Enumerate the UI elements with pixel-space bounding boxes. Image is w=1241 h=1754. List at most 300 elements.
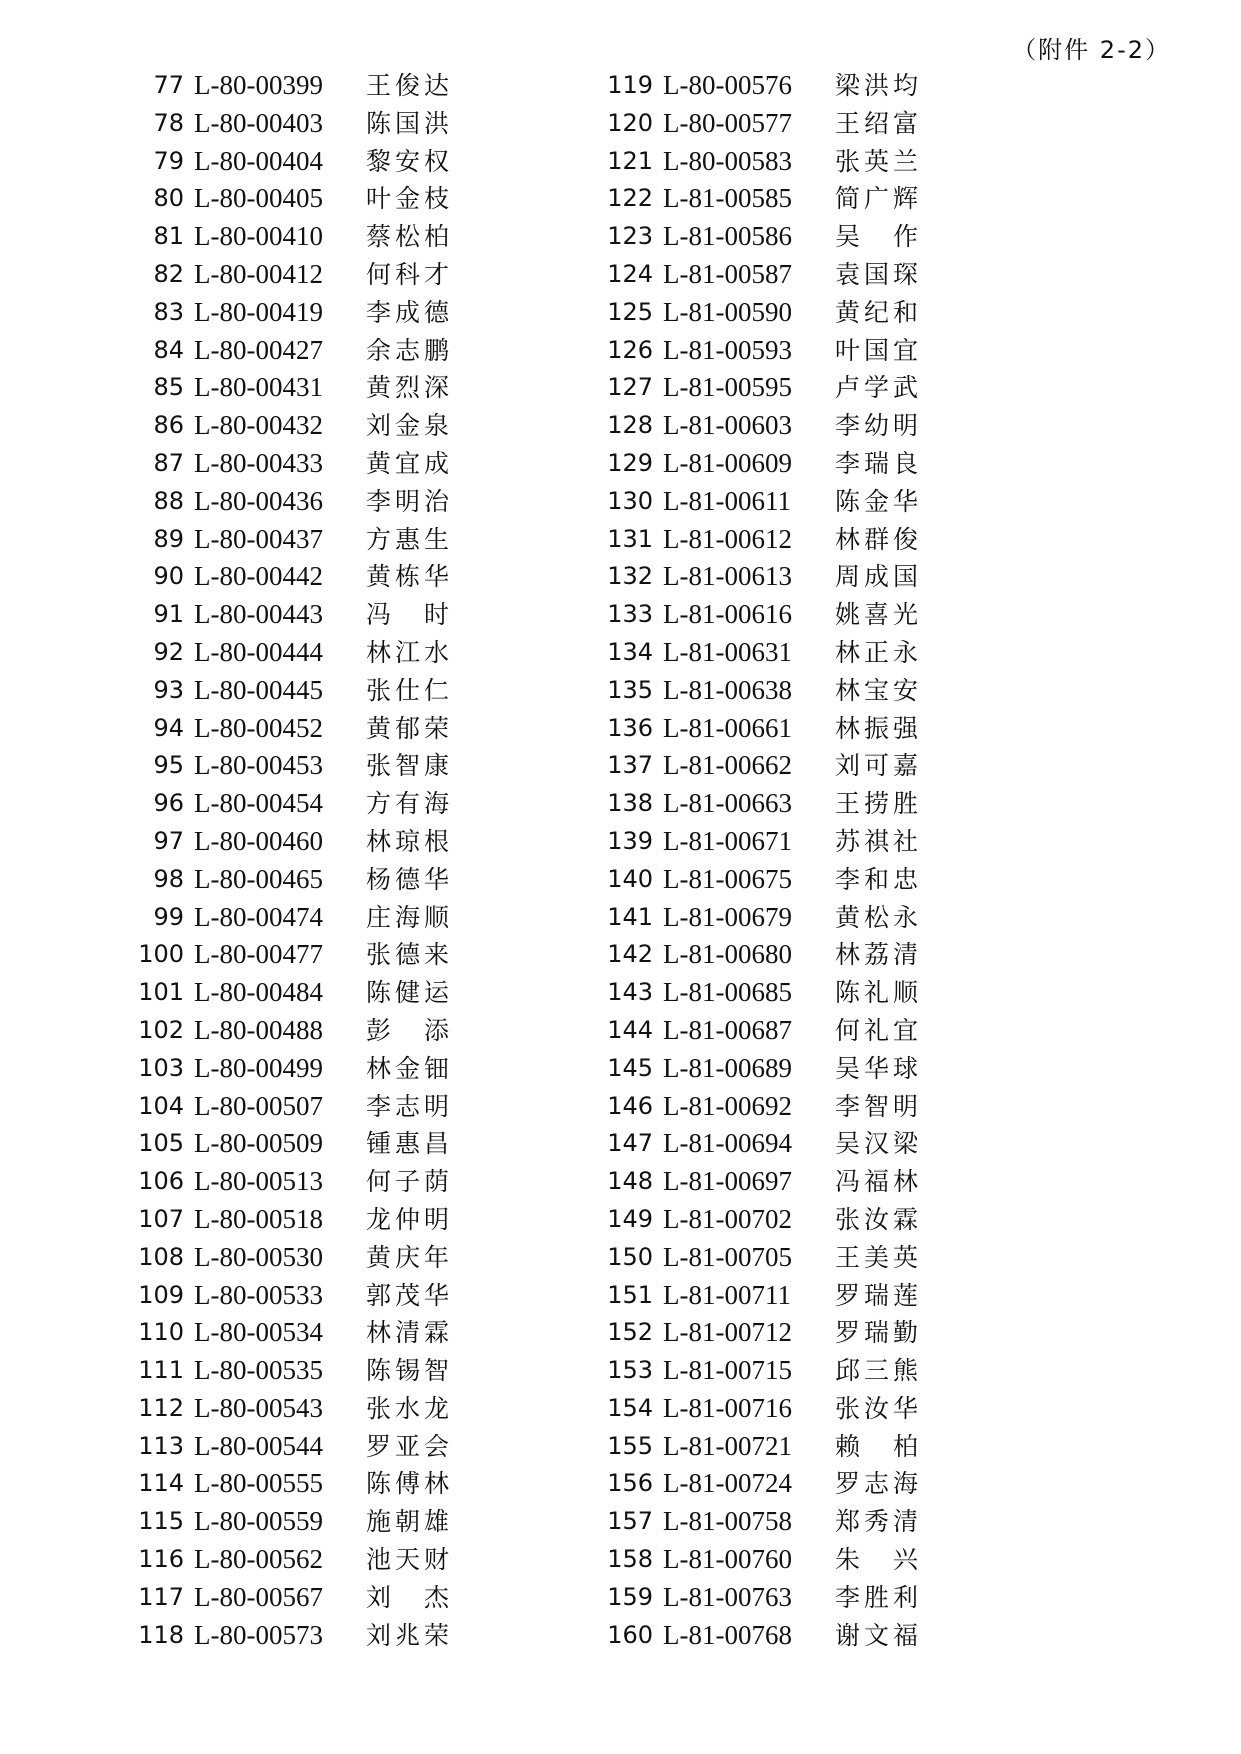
list-item [120,596,540,634]
person-name: 黄纪和 [835,297,923,327]
registration-code: L-80-00488 [194,1014,323,1045]
list-item [589,407,1009,445]
list-item [589,823,1009,861]
person-name: 王捞胜 [835,789,923,819]
list-item [120,1125,540,1163]
registration-code: L-80-00535 [194,1355,323,1386]
list-item [589,1314,1009,1352]
person-name: 李志明 [366,1091,454,1121]
list-item [589,1390,1009,1428]
registration-code: L-81-00631 [663,636,792,667]
row-number: 139 [607,826,653,855]
registration-code: L-81-00758 [663,1506,792,1537]
registration-code: L-80-00477 [194,939,323,970]
list-item [120,369,540,407]
list-item [589,899,1009,937]
person-name: 李瑞良 [835,448,923,478]
person-name: 卢学武 [835,373,923,403]
list-item [120,180,540,218]
row-number: 159 [607,1582,653,1611]
list-item [120,1579,540,1617]
registration-code: L-80-00530 [194,1241,323,1272]
row-number: 118 [138,1620,184,1649]
row-number: 84 [153,335,184,364]
registration-code: L-81-00724 [663,1468,792,1499]
registration-code: L-80-00443 [194,599,323,630]
list-item [120,1163,540,1201]
list-item [120,1050,540,1088]
list-item [120,1314,540,1352]
list-item [120,823,540,861]
registration-code: L-81-00662 [663,750,792,781]
person-name: 黎安权 [366,146,454,176]
list-item [120,899,540,937]
list-item [120,483,540,521]
person-name: 叶国宜 [835,335,923,365]
row-number: 127 [607,373,653,402]
list-item [120,1012,540,1050]
registration-code: L-81-00587 [663,258,792,289]
list-item [589,785,1009,823]
registration-code: L-81-00585 [663,183,792,214]
person-name: 周成国 [835,562,923,592]
row-number: 126 [607,335,653,364]
registration-code: L-80-00454 [194,788,323,819]
row-number: 115 [138,1507,184,1536]
row-number: 99 [153,902,184,931]
row-number: 96 [153,789,184,818]
registration-code: L-81-00680 [663,939,792,970]
list-item [589,1428,1009,1466]
list-item [589,256,1009,294]
person-name: 朱 兴 [835,1545,923,1575]
list-item [120,1428,540,1466]
row-number: 108 [138,1242,184,1271]
registration-code: L-81-00616 [663,599,792,630]
list-item [589,710,1009,748]
person-name: 张汝华 [835,1393,923,1423]
row-number: 145 [607,1053,653,1082]
list-item [120,445,540,483]
row-number: 155 [607,1431,653,1460]
list-item [589,1201,1009,1239]
registration-code: L-81-00711 [663,1279,791,1310]
row-number: 90 [153,562,184,591]
list-item [120,747,540,785]
row-number: 112 [138,1393,184,1422]
registration-code: L-80-00577 [663,107,792,138]
person-name: 方有海 [366,789,454,819]
row-number: 106 [138,1167,184,1196]
registration-code: L-81-00586 [663,221,792,252]
list-item [120,67,540,105]
registration-code: L-80-00442 [194,561,323,592]
person-name: 陈礼顺 [835,978,923,1008]
row-number: 121 [607,146,653,175]
list-item [589,218,1009,256]
list-item [589,67,1009,105]
person-name: 刘 杰 [366,1582,454,1612]
person-name: 张仕仁 [366,675,454,705]
row-number: 92 [153,637,184,666]
registration-code: L-80-00432 [194,410,323,441]
row-number: 119 [607,71,653,99]
person-name: 李幼明 [835,411,923,441]
registration-code: L-81-00687 [663,1014,792,1045]
person-name: 简广辉 [835,184,923,214]
row-number: 109 [138,1280,184,1309]
person-name: 张汝霖 [835,1204,923,1234]
registration-code: L-80-00460 [194,825,323,856]
row-number: 89 [153,524,184,553]
list-item [120,974,540,1012]
person-name: 林宝安 [835,675,923,705]
person-name: 叶金枝 [366,184,454,214]
list-item [589,1050,1009,1088]
list-item [589,180,1009,218]
row-number: 128 [607,411,653,440]
list-item [120,558,540,596]
person-name: 冯福林 [835,1167,923,1197]
row-number: 105 [138,1129,184,1158]
person-name: 张英兰 [835,146,923,176]
registration-code: L-80-00399 [194,70,323,100]
row-number: 111 [138,1356,184,1385]
person-name: 林正永 [835,637,923,667]
list-item [589,369,1009,407]
person-name: 邱三熊 [835,1356,923,1386]
list-item [120,256,540,294]
person-name: 陈国洪 [366,108,454,138]
person-name: 吴汉梁 [835,1129,923,1159]
row-number: 114 [138,1469,184,1498]
person-name: 林荔清 [835,940,923,970]
registration-code: L-80-00533 [194,1279,323,1310]
person-name: 杨德华 [366,864,454,894]
list-item [120,105,540,143]
row-number: 110 [138,1318,184,1347]
list-item [120,861,540,899]
row-number: 141 [607,902,653,931]
registration-code: L-81-00663 [663,788,792,819]
row-number: 134 [607,637,653,666]
person-name: 龙仲明 [366,1204,454,1234]
row-number: 124 [607,259,653,288]
registration-code: L-80-00465 [194,863,323,894]
registration-code: L-80-00410 [194,221,323,252]
row-number: 142 [607,940,653,969]
person-name: 张德来 [366,940,454,970]
person-name: 蔡松柏 [366,222,454,252]
registration-code: L-81-00760 [663,1544,792,1575]
row-number: 100 [138,940,184,969]
row-number: 120 [607,108,653,137]
person-name: 何子荫 [366,1167,454,1197]
person-name: 林振强 [835,713,923,743]
row-number: 131 [607,524,653,553]
person-name: 林金钿 [366,1053,454,1083]
list-item [120,143,540,181]
row-number: 81 [153,222,184,251]
person-name: 袁国琛 [835,259,923,289]
row-number: 153 [607,1356,653,1385]
person-name: 罗瑞勤 [835,1318,923,1348]
person-name: 谢文福 [835,1620,923,1650]
person-name: 林琼根 [366,826,454,856]
person-name: 王俊达 [366,71,454,100]
person-name: 李和忠 [835,864,923,894]
list-item [589,861,1009,899]
list-item [589,747,1009,785]
row-number: 103 [138,1053,184,1082]
person-name: 冯 时 [366,600,454,630]
list-item [589,1239,1009,1277]
row-number: 86 [153,411,184,440]
row-number: 135 [607,675,653,704]
registration-code: L-80-00559 [194,1506,323,1537]
person-name: 罗志海 [835,1469,923,1499]
row-number: 130 [607,486,653,515]
registration-code: L-80-00445 [194,674,323,705]
row-number: 117 [138,1582,184,1611]
person-name: 余志鹏 [366,335,454,365]
list-item [589,445,1009,483]
registration-code: L-81-00692 [663,1090,792,1121]
list-item [589,1465,1009,1503]
row-number: 157 [607,1507,653,1536]
row-number: 79 [153,146,184,175]
person-name: 林群俊 [835,524,923,554]
registration-code: L-80-00436 [194,485,323,516]
registration-code: L-81-00638 [663,674,792,705]
registration-code: L-81-00763 [663,1581,792,1612]
person-name: 吴 作 [835,222,923,252]
person-name: 刘可嘉 [835,751,923,781]
left-column-list [120,67,540,1654]
row-number: 113 [138,1431,184,1460]
registration-code: L-81-00675 [663,863,792,894]
registration-code: L-80-00518 [194,1203,323,1234]
registration-code: L-80-00499 [194,1052,323,1083]
person-name: 林江水 [366,637,454,667]
person-name: 苏祺社 [835,826,923,856]
list-item [589,332,1009,370]
row-number: 101 [138,978,184,1007]
registration-code: L-81-00603 [663,410,792,441]
row-number: 156 [607,1469,653,1498]
person-name: 彭 添 [366,1015,454,1045]
registration-code: L-81-00679 [663,901,792,932]
list-item [120,1503,540,1541]
registration-code: L-80-00509 [194,1128,323,1159]
registration-code: L-81-00613 [663,561,792,592]
person-name: 陈傅林 [366,1469,454,1499]
registration-code: L-80-00562 [194,1544,323,1575]
person-name: 黄庆年 [366,1242,454,1272]
registration-code: L-80-00484 [194,977,323,1008]
row-number: 151 [607,1280,653,1309]
row-number: 143 [607,978,653,1007]
registration-code: L-81-00612 [663,523,792,554]
row-number: 123 [607,222,653,251]
registration-code: L-80-00513 [194,1166,323,1197]
row-number: 87 [153,448,184,477]
list-item [120,1617,540,1655]
row-number: 148 [607,1167,653,1196]
registration-code: L-80-00474 [194,901,323,932]
person-name: 罗瑞莲 [835,1280,923,1310]
registration-code: L-80-00427 [194,334,323,365]
row-number: 104 [138,1091,184,1120]
row-number: 158 [607,1545,653,1574]
row-number: 129 [607,448,653,477]
right-column-list [589,67,1009,1654]
registration-code: L-80-00433 [194,447,323,478]
row-number: 116 [138,1545,184,1574]
registration-code: L-81-00661 [663,712,792,743]
registration-code: L-81-00697 [663,1166,792,1197]
registration-code: L-80-00444 [194,636,323,667]
registration-code: L-80-00555 [194,1468,323,1499]
list-item [589,1163,1009,1201]
row-number: 140 [607,864,653,893]
registration-code: L-81-00595 [663,372,792,403]
registration-code: L-81-00611 [663,485,791,516]
registration-code: L-80-00507 [194,1090,323,1121]
registration-code: L-81-00712 [663,1317,792,1348]
list-item [120,672,540,710]
row-number: 138 [607,789,653,818]
list-item [589,672,1009,710]
registration-code: L-81-00768 [663,1619,792,1650]
list-item [589,558,1009,596]
person-name: 李胜利 [835,1582,923,1612]
row-number: 78 [153,108,184,137]
list-item [120,634,540,672]
row-number: 125 [607,297,653,326]
list-item [120,1541,540,1579]
row-number: 160 [607,1620,653,1649]
list-item [120,710,540,748]
person-name: 刘金泉 [366,411,454,441]
row-number: 88 [153,486,184,515]
person-name: 何科才 [366,259,454,289]
registration-code: L-81-00685 [663,977,792,1008]
person-name: 黄烈深 [366,373,454,403]
list-item [589,1012,1009,1050]
list-item [589,596,1009,634]
person-name: 池天财 [366,1545,454,1575]
person-name: 李明治 [366,486,454,516]
list-item [589,1617,1009,1655]
list-item [589,1579,1009,1617]
row-number: 154 [607,1393,653,1422]
list-item [120,332,540,370]
row-number: 132 [607,562,653,591]
row-number: 136 [607,713,653,742]
list-item [120,1390,540,1428]
person-name: 吴华球 [835,1053,923,1083]
person-name: 林清霖 [366,1318,454,1348]
registration-code: L-81-00590 [663,296,792,327]
list-item [120,218,540,256]
registration-code: L-81-00671 [663,825,792,856]
row-number: 152 [607,1318,653,1347]
person-name: 郑秀清 [835,1507,923,1537]
registration-code: L-80-00583 [663,145,792,176]
person-name: 赖 柏 [835,1431,923,1461]
row-number: 77 [153,71,184,99]
list-item [120,936,540,974]
row-number: 107 [138,1204,184,1233]
attachment-label: （附件 2-2） [1012,36,1171,64]
row-number: 94 [153,713,184,742]
registration-code: L-80-00534 [194,1317,323,1348]
registration-code: L-80-00412 [194,258,323,289]
person-name: 王美英 [835,1242,923,1272]
registration-code: L-80-00573 [194,1619,323,1650]
person-name: 何礼宜 [835,1015,923,1045]
row-number: 102 [138,1015,184,1044]
registration-code: L-81-00716 [663,1392,792,1423]
registration-code: L-80-00419 [194,296,323,327]
registration-code: L-80-00437 [194,523,323,554]
person-name: 陈金华 [835,486,923,516]
list-item [589,1503,1009,1541]
person-name: 罗亚会 [366,1431,454,1461]
person-name: 梁洪均 [835,71,923,100]
list-item [120,785,540,823]
row-number: 144 [607,1015,653,1044]
person-name: 王绍富 [835,108,923,138]
list-item [120,1465,540,1503]
list-item [120,521,540,559]
row-number: 133 [607,600,653,629]
registration-code: L-80-00452 [194,712,323,743]
list-item [120,1277,540,1315]
list-item [120,1201,540,1239]
list-item [589,143,1009,181]
list-item [120,1239,540,1277]
list-item [589,974,1009,1012]
registration-code: L-81-00721 [663,1430,792,1461]
row-number: 95 [153,751,184,780]
registration-code: L-81-00702 [663,1203,792,1234]
row-number: 147 [607,1129,653,1158]
registration-code: L-81-00689 [663,1052,792,1083]
registration-code: L-80-00403 [194,107,323,138]
list-item [589,105,1009,143]
person-name: 方惠生 [366,524,454,554]
registration-code: L-81-00609 [663,447,792,478]
person-name: 陈锡智 [366,1356,454,1386]
row-number: 137 [607,751,653,780]
list-item [120,1352,540,1390]
row-number: 98 [153,864,184,893]
list-item [589,936,1009,974]
registration-code: L-80-00576 [663,70,792,100]
registration-code: L-80-00453 [194,750,323,781]
list-item [589,521,1009,559]
person-name: 李智明 [835,1091,923,1121]
person-name: 陈健运 [366,978,454,1008]
list-item [589,294,1009,332]
list-item [589,483,1009,521]
registration-code: L-80-00405 [194,183,323,214]
person-name: 黄郁荣 [366,713,454,743]
person-name: 施朝雄 [366,1507,454,1537]
registration-code: L-80-00543 [194,1392,323,1423]
